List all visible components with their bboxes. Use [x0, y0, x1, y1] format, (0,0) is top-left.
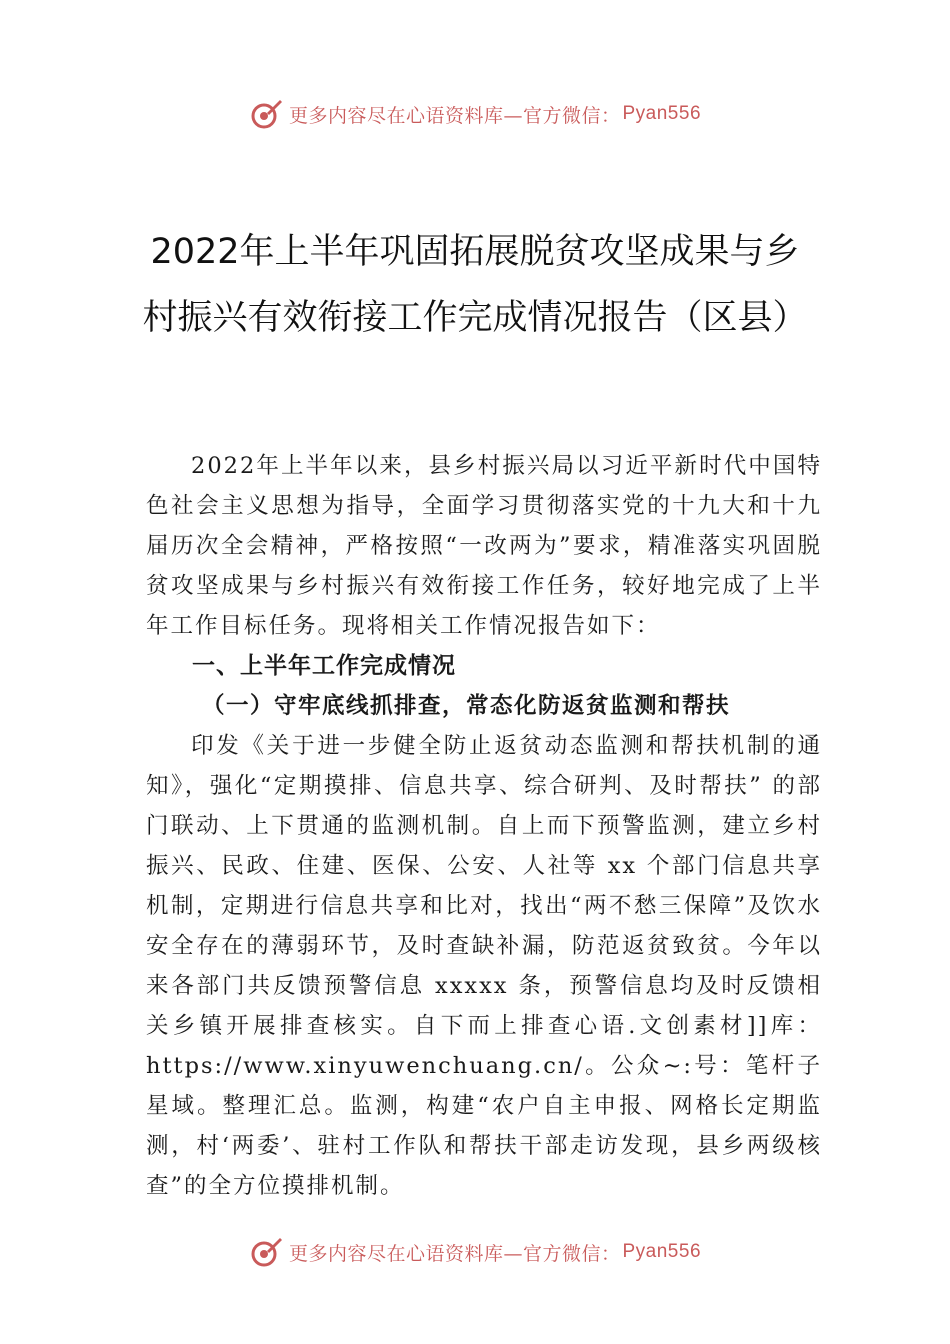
- wechat-id: Pyan556: [622, 103, 702, 124]
- watermark-footer: [0, 1232, 950, 1272]
- wechat-id: Pyan556: [622, 1241, 702, 1262]
- subsection-heading: （一）守牢底线抓排查，常态化防返贫监测和帮扶: [202, 693, 731, 719]
- document-body: [146, 446, 822, 1206]
- pen-logo-icon: [249, 97, 283, 131]
- watermark-text: 更多内容尽在心语资料库—官方微信：: [288, 1242, 621, 1265]
- intro-paragraph: 2022年上半年以来，县乡村振兴局以习近平新时代中国特色社会主义思想为指导，全面学习贯彻落实党的十九大和十九届历次全会精神，严格按照“一改两为”要求，精准落实巩固脱贫攻坚成果与乡村振兴有效衔接工作任务，较好地完成了上半年工作目标任务。现将相关工作情况报告如下：: [146, 453, 822, 639]
- document-title: 2022年上半年巩固拓展脱贫攻坚成果与乡村振兴有效衔接工作完成情况报告（区县）: [142, 232, 808, 339]
- section-heading: 一、上半年工作完成情况: [192, 653, 456, 679]
- watermark-header: [0, 94, 950, 134]
- watermark-text: 更多内容尽在心语资料库—官方微信：: [288, 104, 621, 127]
- pen-logo-icon: [249, 1235, 283, 1269]
- body-paragraph: 印发《关于进一步健全防止返贫动态监测和帮扶机制的通知》，强化“定期摸排、信息共享、综合研判、及时帮扶” 的部门联动、上下贯通的监测机制。自上而下预警监测，建立乡村振兴、民政、住建、医保、公安、人社等 xx 个部门信息共享机制，定期进行信息共享和比对，找出“两不愁三保障”及饮水安全存在的薄弱环节，及时查缺补漏，防范返贫致贫。今年以来各部门共反馈预警信息 xxxxx 条，预警信息均及时反馈相关乡镇开展排查核实。自下而上排查心语.文创素材]]库：https://www.xinyuwenchuang.cn/。公众~:号：笔杆子星域。整理汇总。监测，构建“农户自主申报、网格长定期监测，村‘两委’、驻村工作队和帮扶干部走访发现，县乡两级核查”的全方位摸排机制。: [146, 733, 822, 1199]
